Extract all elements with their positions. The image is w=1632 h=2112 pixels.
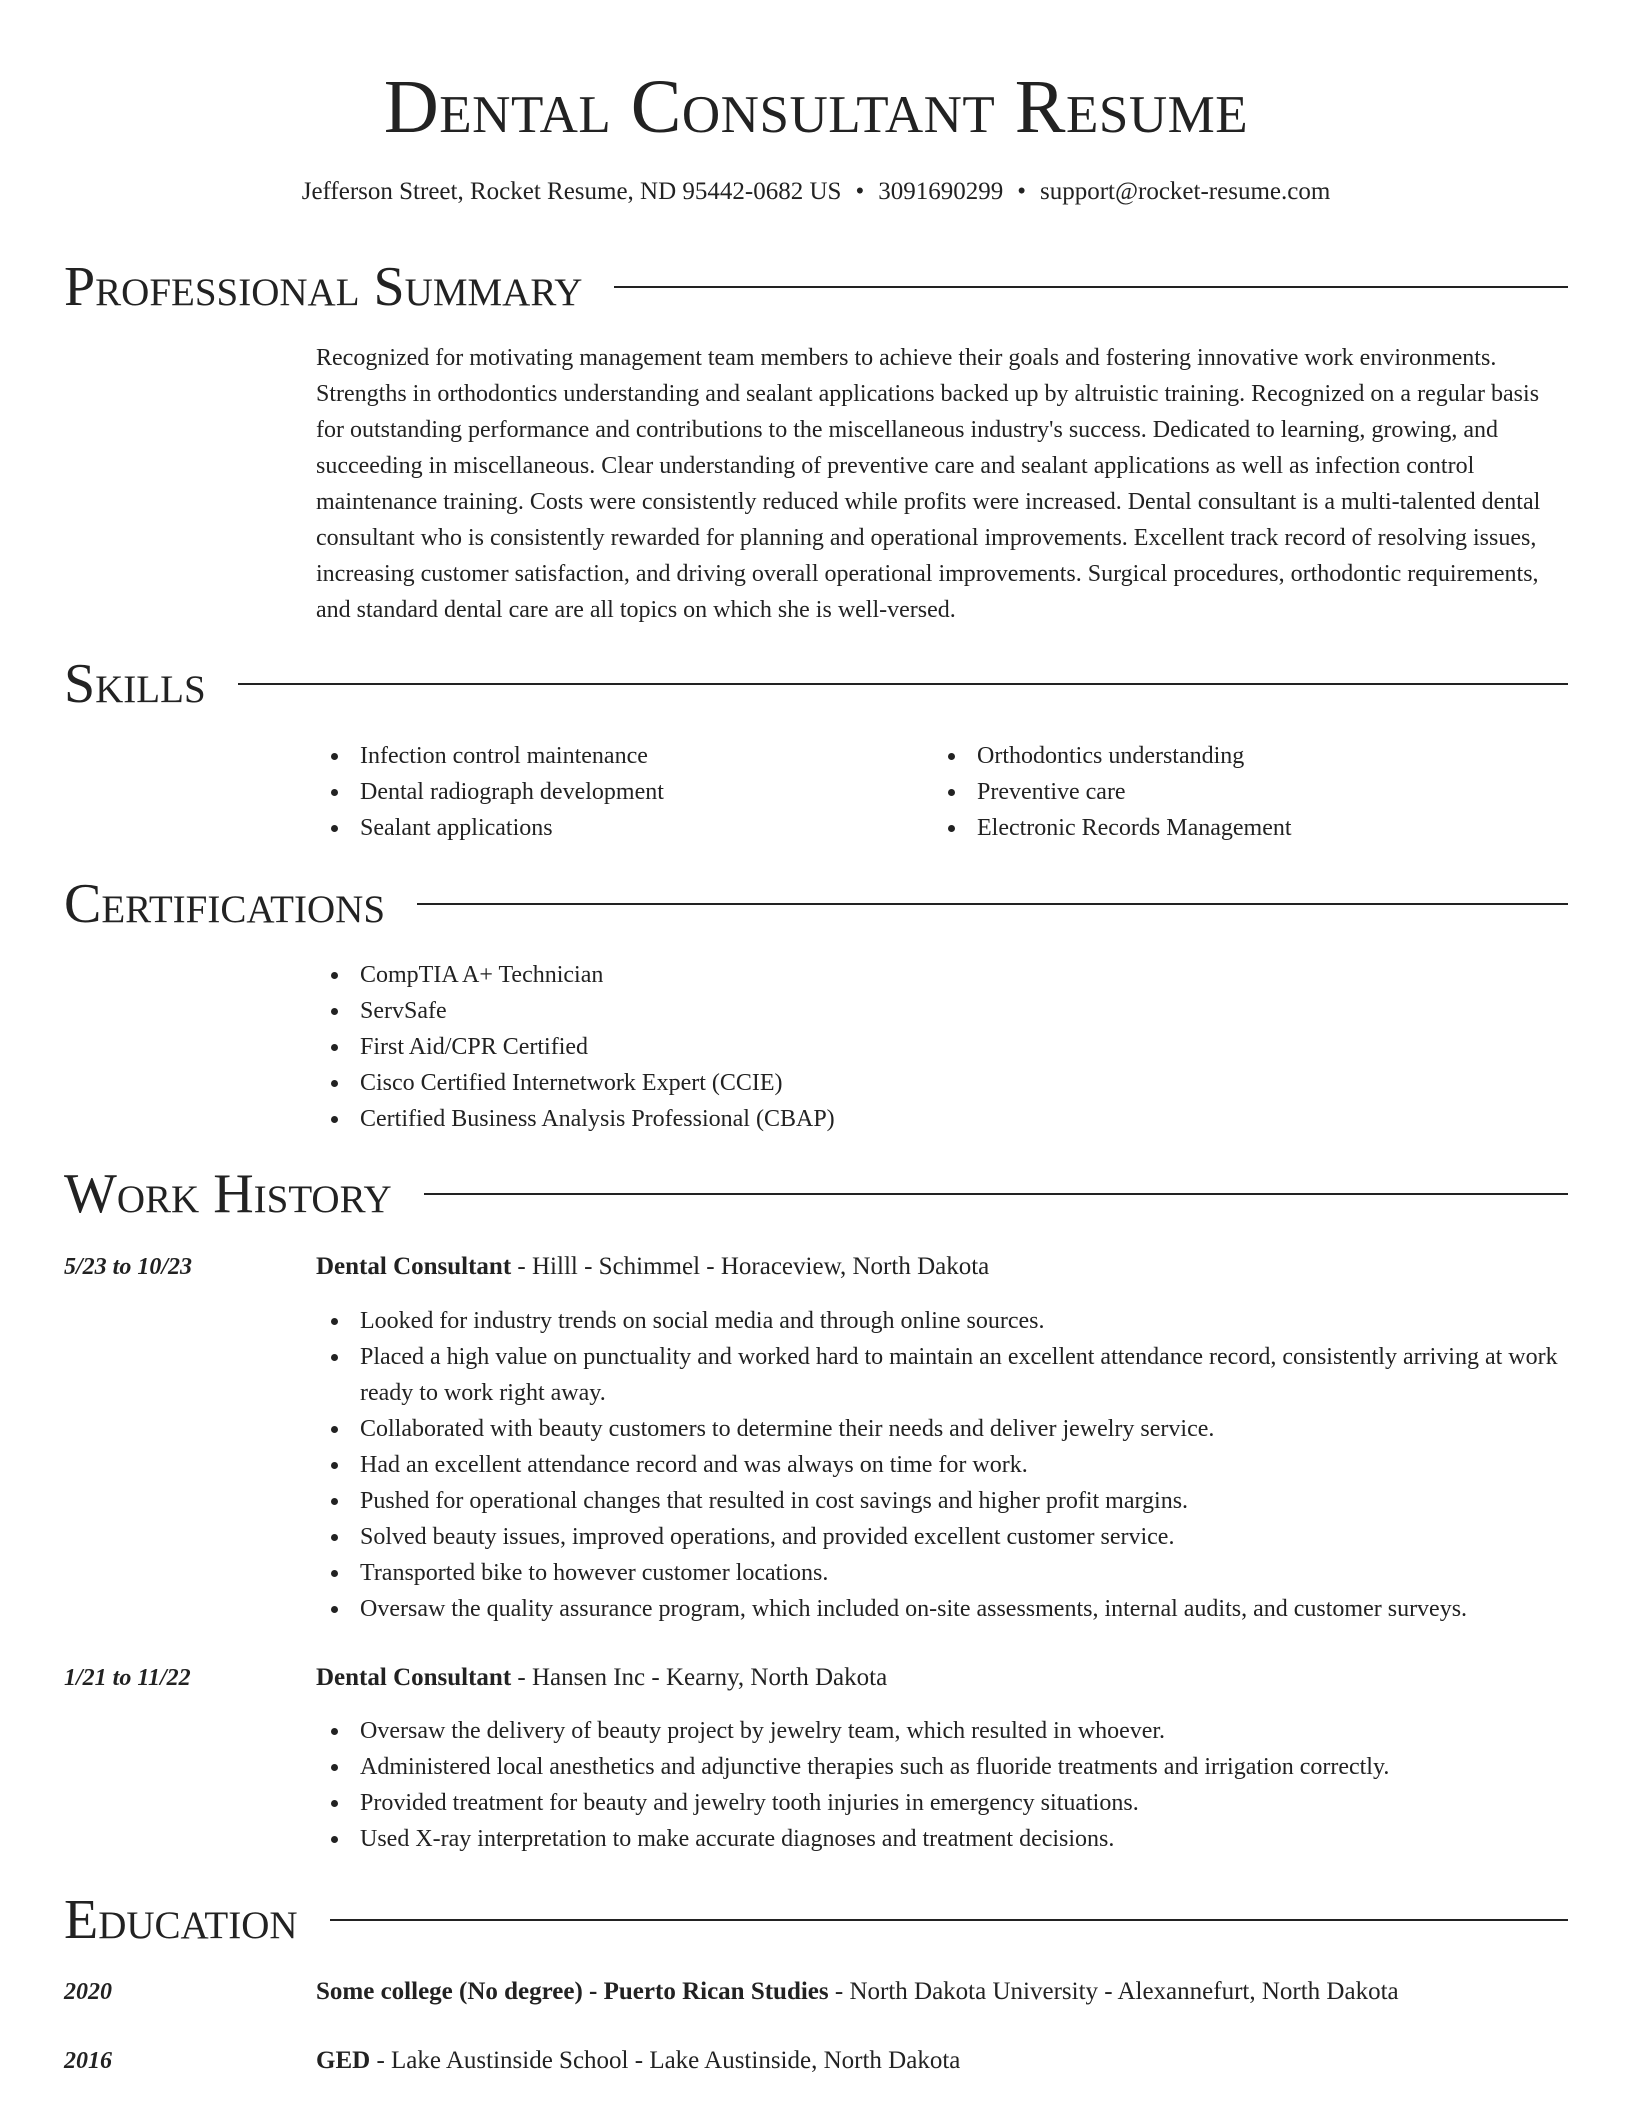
job-bullets — [316, 1713, 1572, 1857]
job-bullet: Oversaw the delivery of beauty project by jewelry team, which resulted in whoever. — [316, 1713, 1572, 1749]
job-bullet: Transported bike to however customer locations. — [316, 1555, 1572, 1591]
summary-heading-row — [64, 255, 1568, 319]
certification-item: CompTIA A+ Technician — [316, 957, 1572, 993]
skill-item: Preventive care — [933, 774, 1533, 810]
education-heading-row — [64, 1888, 1568, 1952]
certifications-heading-row — [64, 872, 1568, 936]
education-year: 2020 — [64, 1979, 112, 2005]
job-bullet: Administered local anesthetics and adjunctive therapies such as fluoride treatments and irrigation correctly. — [316, 1749, 1572, 1785]
job-details: - Hilll - Schimmel - Horaceview, North Dakota — [511, 1253, 990, 1280]
skills-heading: Skills — [64, 653, 206, 715]
section-divider — [424, 1193, 1568, 1195]
job-header — [316, 1660, 1572, 1696]
skill-item: Dental radiograph development — [316, 774, 916, 810]
job-bullet: Oversaw the quality assurance program, which included on-site assessments, internal audits, and customer surveys. — [316, 1591, 1572, 1627]
certification-item: Certified Business Analysis Professional (CBAP) — [316, 1101, 1572, 1137]
separator: • — [1017, 178, 1026, 205]
certification-item: Cisco Certified Internetwork Expert (CCIE) — [316, 1065, 1572, 1101]
skill-item: Orthodontics understanding — [933, 738, 1533, 774]
job-bullets — [316, 1303, 1572, 1627]
education-heading: Education — [64, 1889, 298, 1951]
email: support@rocket-resume.com — [1039, 178, 1331, 205]
job-bullet: Looked for industry trends on social media and through online sources. — [316, 1303, 1572, 1339]
job-bullet: Solved beauty issues, improved operations, and provided excellent customer service. — [316, 1519, 1572, 1555]
skills-heading-row — [64, 652, 1568, 716]
job-dates: 5/23 to 10/23 — [64, 1254, 193, 1280]
phone: 3091690299 — [878, 178, 1004, 205]
job-bullet: Provided treatment for beauty and jewelry tooth injuries in emergency situations. — [316, 1785, 1572, 1821]
skills-list-right — [933, 738, 1533, 846]
summary-heading: Professional Summary — [64, 256, 583, 318]
contact-line — [0, 176, 1632, 208]
education-details: - Lake Austinside School - Lake Austinside, North Dakota — [370, 2047, 961, 2074]
summary-text: Recognized for motivating management team members to achieve their goals and fostering innovative work environments. Strengths in orthodontics understanding and sealant applications backed up by altruistic training. Recognized on a regular basis for outstanding performance and contributions to the miscellaneous industry's success. Dedicated to learning, growing, and succeeding in miscellaneous. Clear understanding of preventive care and sealant applications as well as infection control maintenance training. Costs were consistently reduced while profits were increased. Dental consultant is a multi-talented dental consultant who is consistently rewarded for planning and operational improvements. Excellent track record of resolving issues, increasing customer satisfaction, and driving overall operational improvements. Surgical procedures, orthodontic requirements, and standard dental care are all topics on which she is well-versed. — [316, 345, 1541, 623]
job-title: Dental Consultant — [316, 1664, 512, 1691]
job-dates: 1/21 to 11/22 — [64, 1665, 191, 1691]
education-year: 2016 — [64, 2048, 112, 2074]
job-bullet: Collaborated with beauty customers to determine their needs and deliver jewelry service. — [316, 1411, 1572, 1447]
job-bullet: Used X-ray interpretation to make accurate diagnoses and treatment decisions. — [316, 1821, 1572, 1857]
section-divider — [417, 903, 1568, 905]
separator: • — [855, 178, 865, 205]
skill-item: Electronic Records Management — [933, 810, 1533, 846]
job-bullet: Placed a high value on punctuality and worked hard to maintain an excellent attendance record, consistently arriving at work ready to work right away. — [316, 1339, 1572, 1411]
skill-item: Sealant applications — [316, 810, 916, 846]
education-details: - North Dakota University - Alexannefurt, North Dakota — [828, 1978, 1399, 2005]
section-divider — [238, 683, 1568, 685]
education-entry — [316, 1974, 1572, 2010]
skill-item: Infection control maintenance — [316, 738, 916, 774]
job-details: - Hansen Inc - Kearny, North Dakota — [511, 1664, 888, 1691]
address: Jefferson Street, Rocket Resume, ND 95442-0682 US — [301, 178, 842, 205]
education-degree: GED — [316, 2047, 371, 2074]
work-heading: Work History — [64, 1163, 392, 1225]
certifications-list — [316, 957, 1572, 1137]
education-degree: Some college (No degree) - Puerto Rican Studies — [316, 1978, 829, 2005]
education-entry — [316, 2043, 1572, 2079]
certification-item: First Aid/CPR Certified — [316, 1029, 1572, 1065]
certifications-heading: Certifications — [64, 873, 386, 935]
work-heading-row — [64, 1162, 1568, 1226]
resume-title: Dental Consultant Resume — [383, 65, 1249, 149]
job-bullet: Had an excellent attendance record and was always on time for work. — [316, 1447, 1572, 1483]
job-bullet: Pushed for operational changes that resulted in cost savings and higher profit margins. — [316, 1483, 1572, 1519]
certification-item: ServSafe — [316, 993, 1572, 1029]
section-divider — [614, 286, 1568, 288]
section-divider — [330, 1919, 1568, 1921]
skills-list-left — [316, 738, 916, 846]
job-title: Dental Consultant — [316, 1253, 512, 1280]
job-header — [316, 1249, 1572, 1285]
